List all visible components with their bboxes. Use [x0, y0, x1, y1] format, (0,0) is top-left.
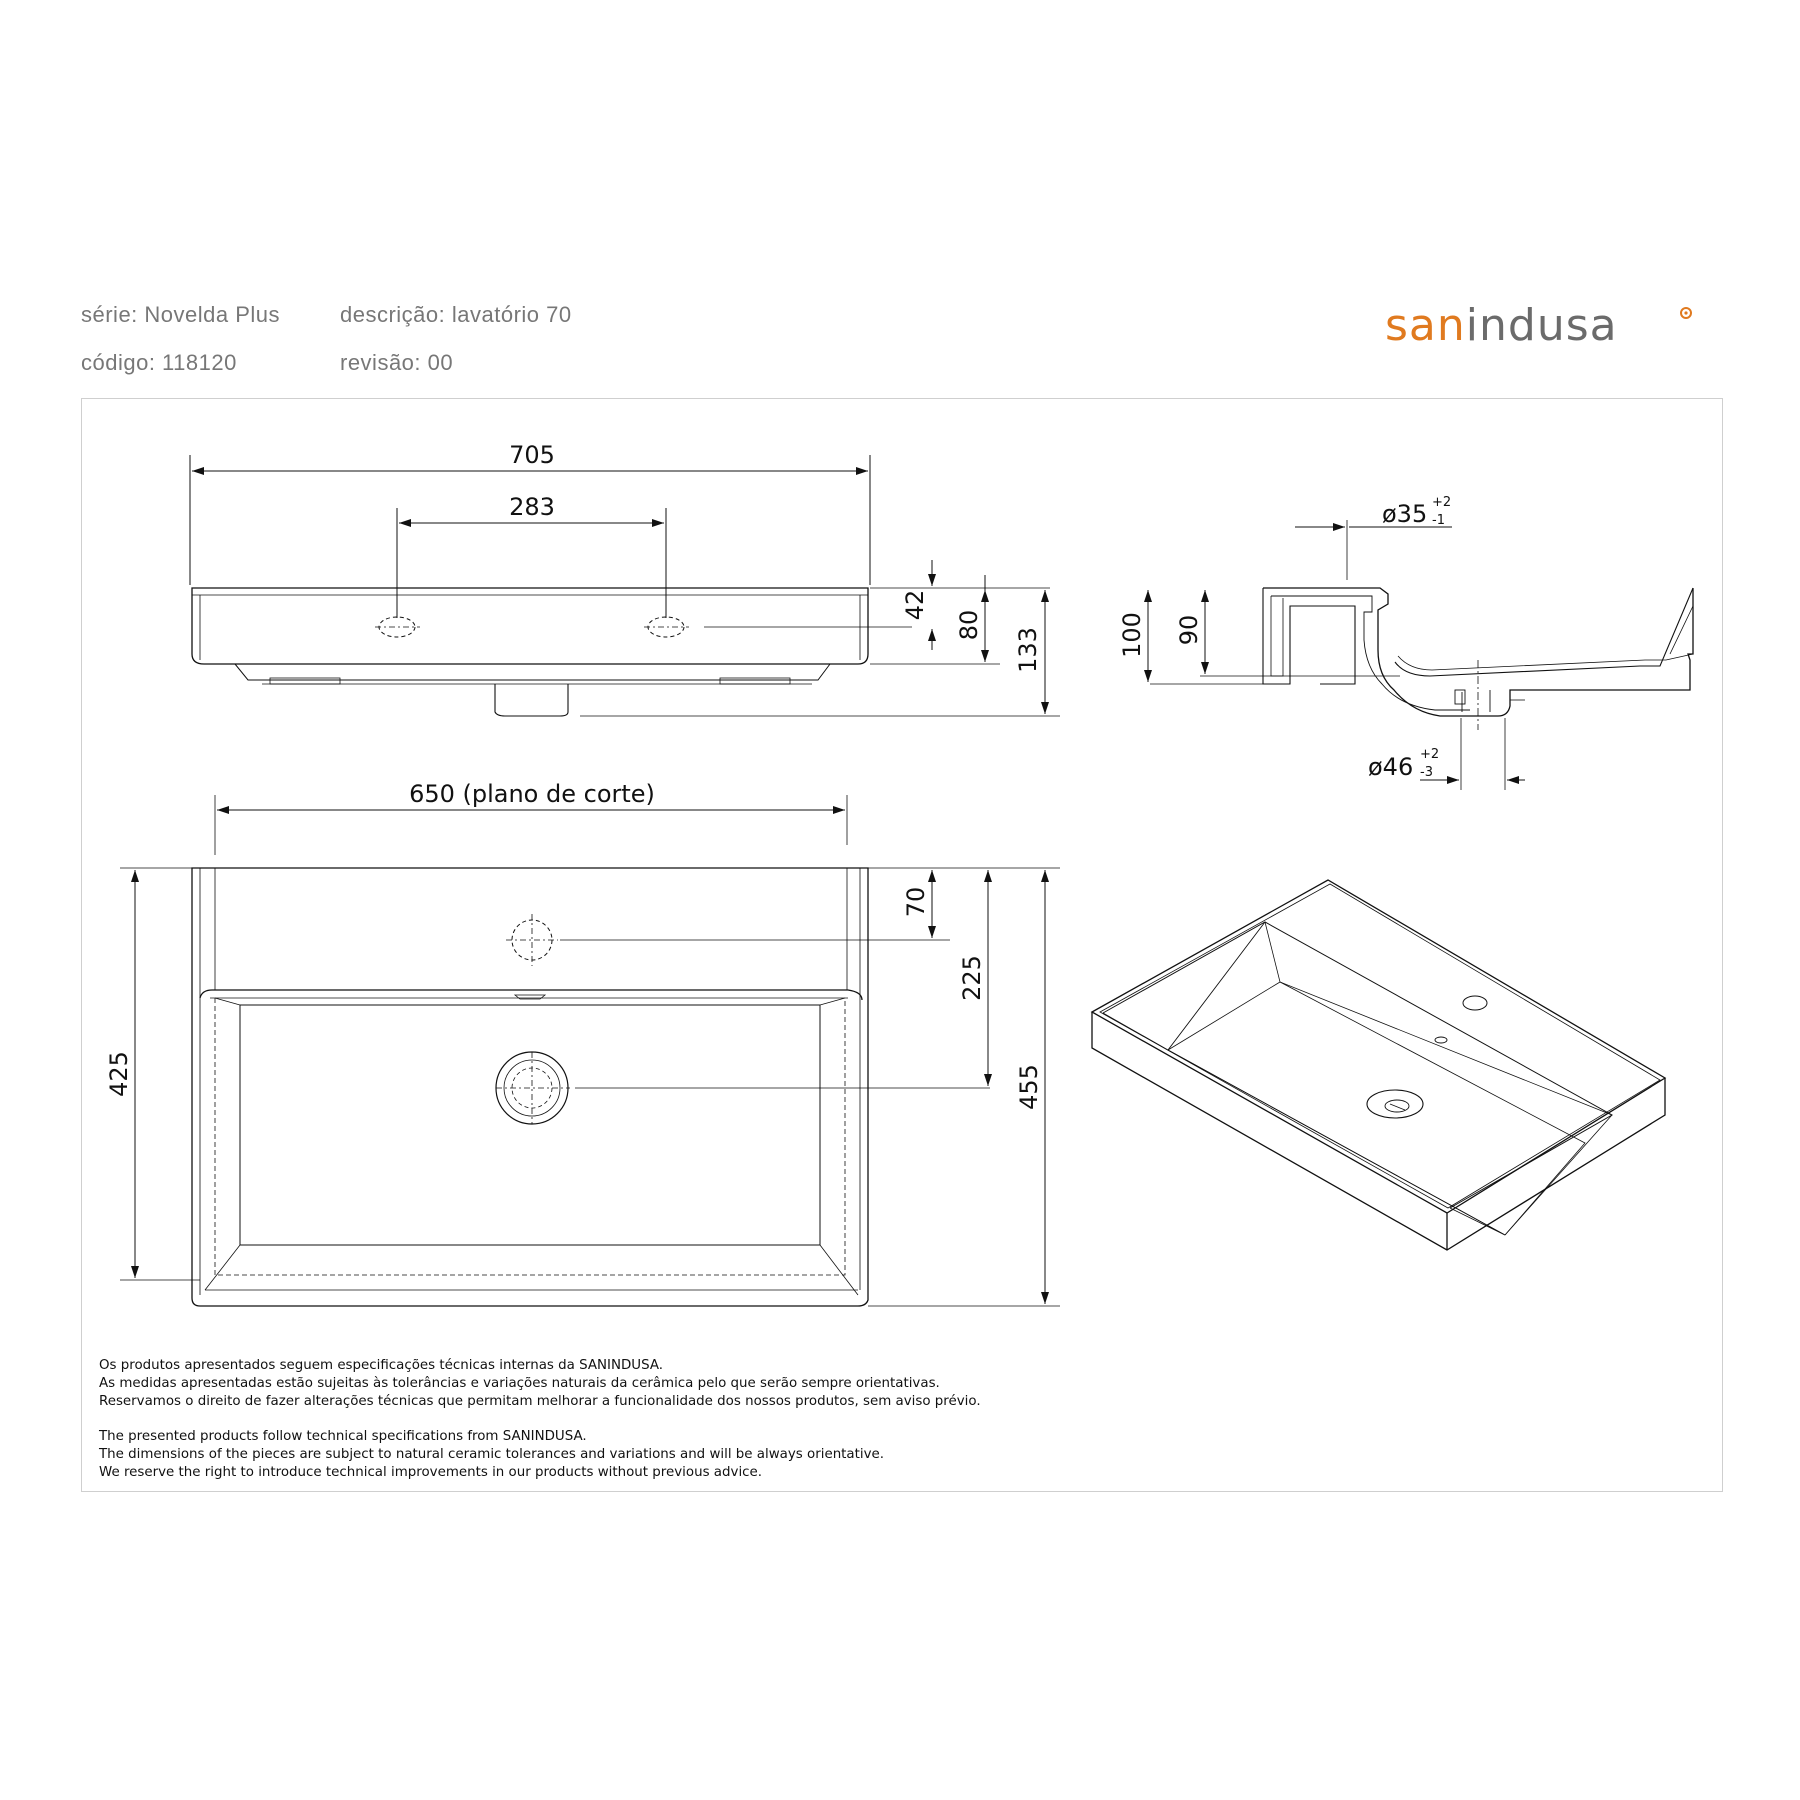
plan-view	[120, 795, 1060, 1306]
dim-35-tol-plus: +2	[1432, 495, 1452, 510]
note-pt-line: Reservamos o direito de fazer alterações técnicas que permitam melhorar a funcionalidade dos nossos produtos, sem aviso prévio.	[99, 1394, 981, 1409]
notes-english	[99, 1428, 884, 1482]
code-label: código: 118120	[81, 350, 237, 375]
dim-133: 133	[1014, 627, 1042, 673]
revision-label: revisão: 00	[340, 350, 454, 375]
dim-650: 650 (plano de corte)	[409, 780, 655, 808]
front-drain	[495, 684, 568, 716]
description-label: descrição: lavatório 70	[340, 302, 572, 327]
dim-42: 42	[901, 589, 929, 621]
dim-455: 455	[1015, 1064, 1043, 1110]
brand-logo-rest: indusa	[1465, 300, 1618, 351]
plan-tap-hole	[512, 920, 552, 960]
dim-46-tol-minus: -3	[1420, 765, 1433, 780]
brand-logo-san: san	[1385, 300, 1466, 351]
dim-425: 425	[105, 1051, 133, 1097]
iso-tap-hole	[1463, 996, 1487, 1010]
iso-basin	[1103, 922, 1612, 1208]
dim-46: ø46	[1368, 753, 1414, 781]
dim-70: 70	[902, 886, 930, 918]
dim-100: 100	[1118, 612, 1146, 658]
dim-90: 90	[1175, 614, 1203, 646]
dim-283: 283	[509, 493, 555, 521]
series-label: série: Novelda Plus	[81, 302, 281, 327]
note-en-line: The presented products follow technical specifications from SANINDUSA.	[99, 1429, 587, 1444]
plan-outer	[192, 868, 868, 1306]
dim-46-tol-plus: +2	[1420, 747, 1440, 762]
note-en-line: We reserve the right to introduce technical improvements in our products without previous advice.	[99, 1465, 763, 1480]
note-pt-line: Os produtos apresentados seguem especificações técnicas internas da SANINDUSA.	[99, 1358, 664, 1373]
dim-35: ø35	[1382, 500, 1428, 528]
front-basin-body	[192, 588, 868, 664]
notes-portuguese	[99, 1357, 981, 1411]
note-en-line: The dimensions of the pieces are subject to natural ceramic tolerances and variations and will be always orientative.	[99, 1447, 885, 1462]
iso-outer-top	[1092, 880, 1665, 1213]
dim-225: 225	[958, 955, 986, 1001]
dim-80: 80	[955, 609, 983, 641]
isometric-view	[1092, 880, 1665, 1250]
iso-drain	[1367, 1090, 1423, 1118]
dim-705: 705	[509, 441, 555, 469]
dim-35-tol-minus: -1	[1432, 513, 1445, 528]
note-pt-line: As medidas apresentadas estão sujeitas às tolerâncias e variações naturais da cerâmica pelo que serão sempre orientativas.	[99, 1376, 940, 1391]
front-view	[190, 455, 1060, 716]
